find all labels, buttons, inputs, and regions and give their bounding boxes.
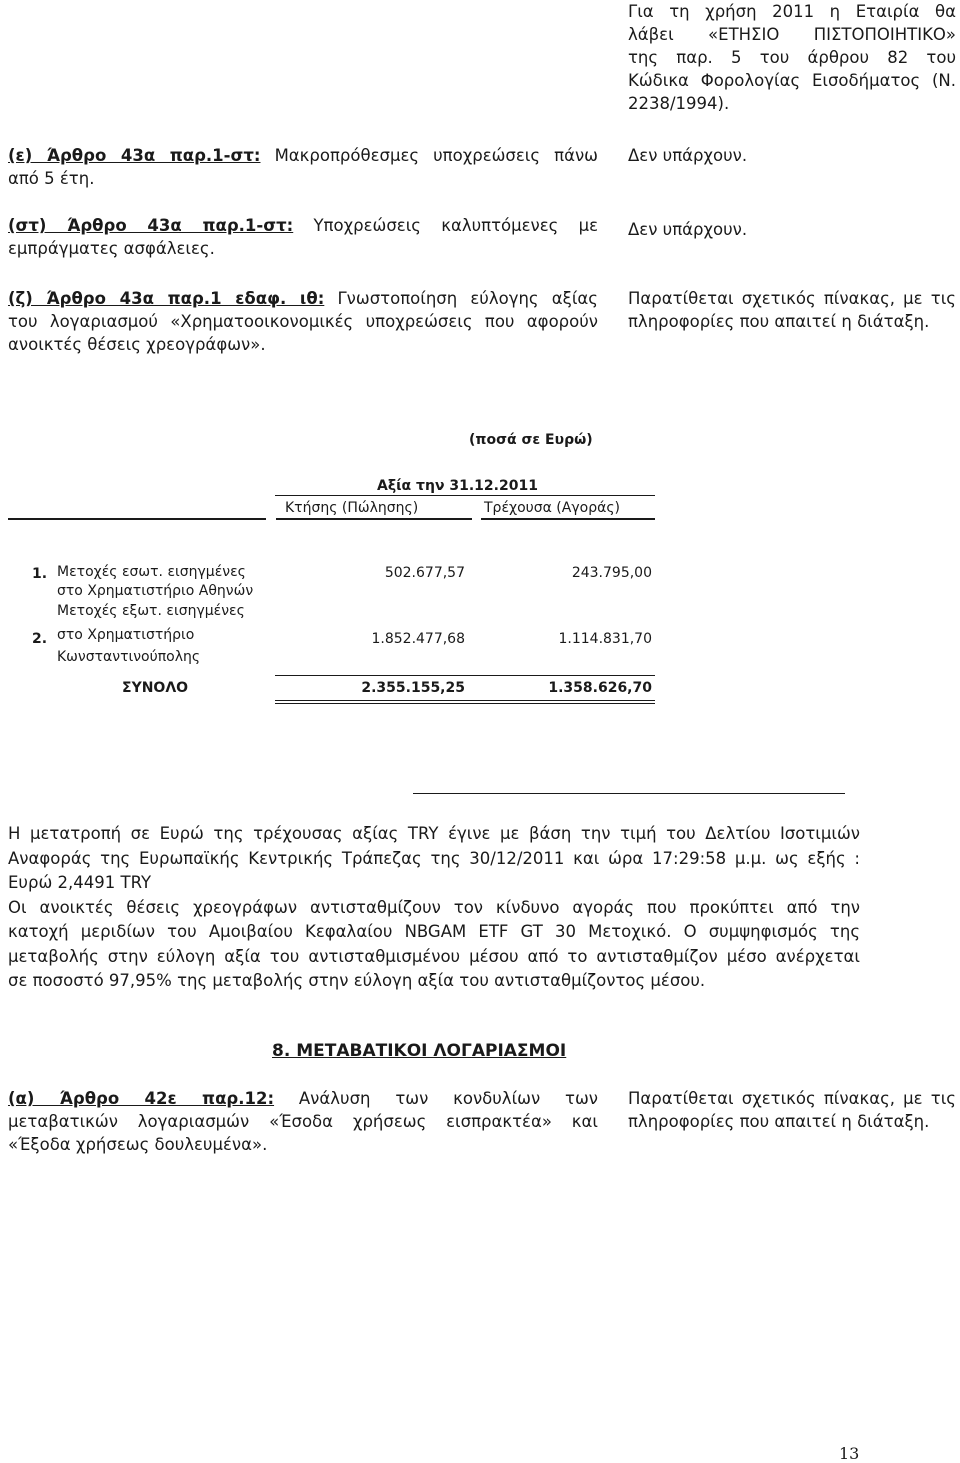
item-z-line1 [8, 287, 598, 310]
item-z-text: Γνωστοποίηση εύλογης αξίας [324, 289, 598, 308]
item-e-text: Μακροπρόθεσμες υποχρεώσεις πάνω [260, 146, 598, 165]
item-e-ref: (ε) Άρθρο 43α παρ.1-στ: [8, 146, 261, 165]
item-st [8, 214, 598, 260]
row-current: 1.114.831,70 [558, 631, 652, 647]
item-z-answer-line2: πληροφορίες που απαιτεί η διάταξη. [628, 312, 930, 331]
row-number: 2. [32, 631, 48, 647]
header-rule [275, 495, 655, 496]
section-item-a-answer-line2: πληροφορίες που απαιτεί η διάταξη. [628, 1112, 930, 1131]
paragraph-line: μεταβολής στην εύλογη αξία του αντισταθμισμένου μέσου από το αντισταθμίζον μέσο ανέρχεται [8, 946, 860, 966]
section-heading: 8. ΜΕΤΑΒΑΤΙΚΟΙ ΛΟΓΑΡΙΑΣΜΟΙ [272, 1041, 567, 1061]
top-right-note [628, 0, 956, 115]
section-item-a-line3: «Έξοδα χρήσεως δουλευμένα». [8, 1135, 268, 1154]
total-rule-top [275, 675, 655, 676]
note-line: 2238/1994). [628, 94, 730, 113]
total-current: 1.358.626,70 [548, 680, 652, 696]
item-st-text: Υποχρεώσεις καλυπτόμενες με [293, 216, 598, 235]
item-z-answer-line1: Παρατίθεται σχετικός πίνακας, με τις [628, 289, 956, 308]
item-z-ref: (ζ) Άρθρο 43α παρ.1 εδαφ. ιθ: [8, 289, 325, 308]
row-current: 243.795,00 [571, 565, 652, 581]
section-item-a-answer-line1: Παρατίθεται σχετικός πίνακας, με τις [628, 1089, 956, 1108]
item-z-line2: του λογαριασμού «Χρηματοοικονομικές υποχρεώσεις που αφορούν [8, 312, 598, 331]
item-z [8, 287, 598, 356]
note-line: Κώδικα Φορολογίας Εισοδήματος (Ν. [628, 71, 956, 90]
row-label [57, 602, 245, 667]
note-line: λάβει «ΕΤΗΣΙΟ ΠΙΣΤΟΠΟΙΗΤΙΚΟ» [628, 25, 956, 44]
section-item-a-answer [628, 1087, 956, 1133]
item-st-line2: εμπράγματες ασφάλειες. [8, 239, 215, 258]
item-e-line1 [8, 144, 598, 167]
section-item-a-line2: μεταβατικών λογαριασμών «Έσοδα χρήσεως εισπρακτέα» και [8, 1112, 598, 1131]
header-rule-left [8, 518, 266, 520]
header-rule-right [481, 518, 655, 520]
item-z-answer [628, 287, 956, 333]
total-rule-bottom2 [275, 703, 655, 704]
section-item-a-ref: (α) Άρθρο 42ε παρ.12: [8, 1089, 275, 1108]
row-label-line: Μετοχές εσωτ. εισηγμένες [57, 564, 246, 580]
section-item-a [8, 1087, 598, 1156]
item-st-line1 [8, 214, 598, 237]
footnote-separator [413, 793, 845, 794]
total-rule-bottom [275, 700, 655, 701]
row-label-line: Μετοχές εξωτ. εισηγμένες [57, 603, 245, 619]
item-e-line2: από 5 έτη. [8, 169, 95, 188]
paragraph-line: Οι ανοικτές θέσεις χρεογράφων αντισταθμίζουν τον κίνδυνο αγοράς που προκύπτει από την [8, 897, 860, 917]
item-st-ref: (στ) Άρθρο 43α παρ.1-στ: [8, 216, 294, 235]
header-rule-mid [276, 518, 472, 520]
row-acquisition: 502.677,57 [384, 565, 465, 581]
row-label-line: Κωνσταντινούπολης [57, 649, 201, 665]
item-st-answer: Δεν υπάρχουν. [628, 220, 748, 239]
col-current: Τρέχουσα (Αγοράς) [484, 500, 620, 516]
paragraph-line: κατοχή μεριδίων του Αμοιβαίου Κεφαλαίου NBGAM ETF GT 30 Μετοχικό. Ο συμψηφισμός της [8, 922, 860, 941]
explanation-paragraph [8, 822, 860, 994]
value-header: Αξία την 31.12.2011 [377, 478, 538, 494]
paragraph-line: σε ποσοστό 97,95% της μεταβολής στην εύλογη αξία του αντισταθμίζοντος μέσου. [8, 971, 706, 990]
total-label: ΣΥΝΟΛΟ [122, 680, 189, 696]
paragraph-line: Ευρώ 2,4491 TRY [8, 873, 152, 892]
paragraph-line: Αναφοράς της Ευρωπαϊκής Κεντρικής Τράπεζας της 30/12/2011 και ώρα 17:29:58 μ.μ. ως εξής : [8, 848, 860, 868]
col-acquisition: Κτήσης (Πώλησης) [285, 500, 419, 516]
row-number: 1. [32, 566, 48, 582]
section-item-a-line1 [8, 1087, 598, 1110]
total-acquisition: 2.355.155,25 [361, 680, 465, 696]
note-line: της παρ. 5 του άρθρου 82 του [628, 48, 956, 67]
item-e [8, 144, 598, 190]
row-acquisition: 1.852.477,68 [371, 631, 465, 647]
page-number: 13 [839, 1444, 860, 1463]
row-label [57, 563, 253, 601]
section-item-a-text: Ανάλυση των κονδυλίων των [274, 1089, 598, 1108]
currency-note: (ποσά σε Ευρώ) [469, 432, 593, 448]
item-z-line3: ανοικτές θέσεις χρεογράφων». [8, 335, 266, 354]
item-e-answer: Δεν υπάρχουν. [628, 146, 748, 165]
row-label-line: στο Χρηματιστήριο Αθηνών [57, 583, 254, 599]
row-label-line: στο Χρηματιστήριο [57, 627, 195, 643]
paragraph-line: Η μετατροπή σε Ευρώ της τρέχουσας αξίας TRY έγινε με βάση την τιμή του Δελτίου Ισοτιμιών [8, 824, 860, 843]
note-line: Για τη χρήση 2011 η Εταιρία θα [628, 2, 956, 21]
